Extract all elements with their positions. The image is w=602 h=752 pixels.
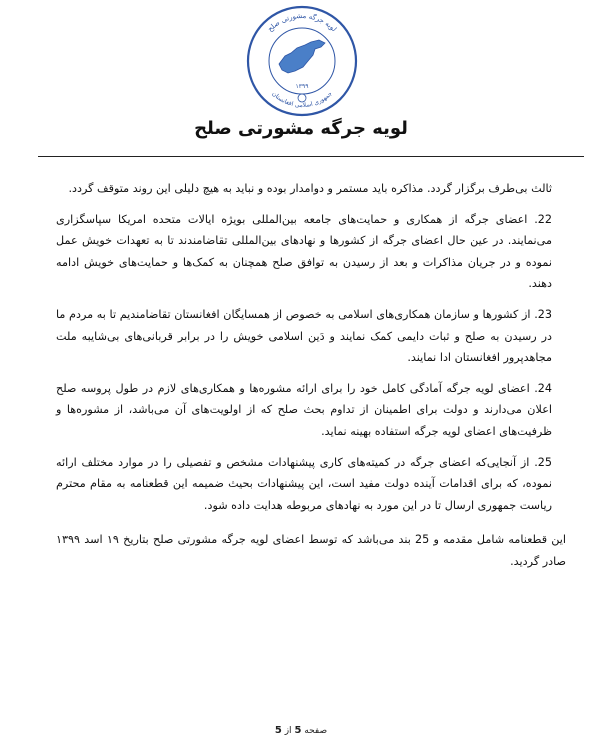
title-divider (38, 156, 584, 157)
footer-current-page: 5 (294, 725, 302, 736)
document-body (56, 178, 567, 582)
footer-of-word: از (284, 726, 292, 736)
page-footer (0, 725, 602, 736)
document-title: لویه جرگه مشورتی صلح (194, 118, 408, 139)
item-number: 25. (534, 455, 552, 469)
resolution-item-25 (56, 452, 552, 517)
item-text: اعضای لویه جرگه آمادگی کامل خود را برای ارائه مشوره‌ها و همکاری‌های لازم در طول پروسه صلح اعلان می‌دارند و دولت برای اطمینان از تداوم بحث صلح که از اولویت‌های آن می‌باشد، از مشوره‌ها و ظرفیت‌های اعضای لویه جرگه استفاده بهینه نماید. (56, 381, 552, 438)
closing-statement: این قطعنامه شامل مقدمه و 25 بند می‌باشد که توسط اعضای لویه جرگه مشورتی صلح بتاریخ ۱۹ اسد ۱۳۹۹ صادر گردید. (56, 533, 567, 568)
resolution-item-24 (56, 378, 552, 443)
item-text: از آنجایی‌که اعضای جرگه در کمیته‌های کاری پیشنهادات مشخص و تفصیلی را در موارد مختلف ارائه نموده، که برای اقدامات آینده دولت مفید است، این پیشنهادات بحیث ضمیمه این قطعنامه به مقام محترم ریاست جمهوری ارسال تا در این مورد به نهادهای مربوطه هدایت داده شود. (56, 455, 552, 512)
footer-total-pages: 5 (274, 725, 282, 736)
item-number: 23. (534, 307, 552, 321)
item-number: 22. (534, 212, 552, 226)
resolution-item-23 (56, 304, 552, 369)
resolution-item-22 (56, 209, 552, 295)
item-text: از کشورها و سازمان همکاری‌های اسلامی به خصوص از همسایگان افغانستان تقاضامندیم تا به مردم ما در رسیدن به صلح و ثبات دایمی کمک نمایند و دَین اسلامی خویش را در برابر قربانی‌های بی‌شایبه ملت مجاهدپرور افغانستان ادا نمایند. (56, 307, 552, 365)
item-text: اعضای جرگه از همکاری و حمایت‌های جامعه بین‌المللی بویژه ایالات متحده امریکا سپاسگزاری می‌نمایند. در عین حال اعضای جرگه از کشورها و نهادهای بین‌المللی تقاضامندند تا به تعهدات خویش عمل نموده و در جریان مذاکرات و بعد از رسیدن به توافق صلح همچنان به کمک‌ها و حمایت‌های خویش ادامه دهند. (56, 212, 552, 291)
seal-year: ۱۳۹۹ (295, 83, 309, 90)
item-number: 24. (534, 381, 552, 395)
intro-continuation: ثالث بی‌طرف برگزار گردد. مذاکره باید مستمر و دوامدار بوده و نباید به هیچ دلیلی این روند متوقف گردد. (68, 182, 552, 195)
footer-page-word: صفحه (304, 726, 328, 736)
seal-bottom-text: جمهوری اسلامی افغانستان (270, 90, 334, 110)
seal-ring-text: لویه جرگه مشورتی صلح (266, 11, 339, 34)
peace-jirga-seal (245, 4, 359, 118)
